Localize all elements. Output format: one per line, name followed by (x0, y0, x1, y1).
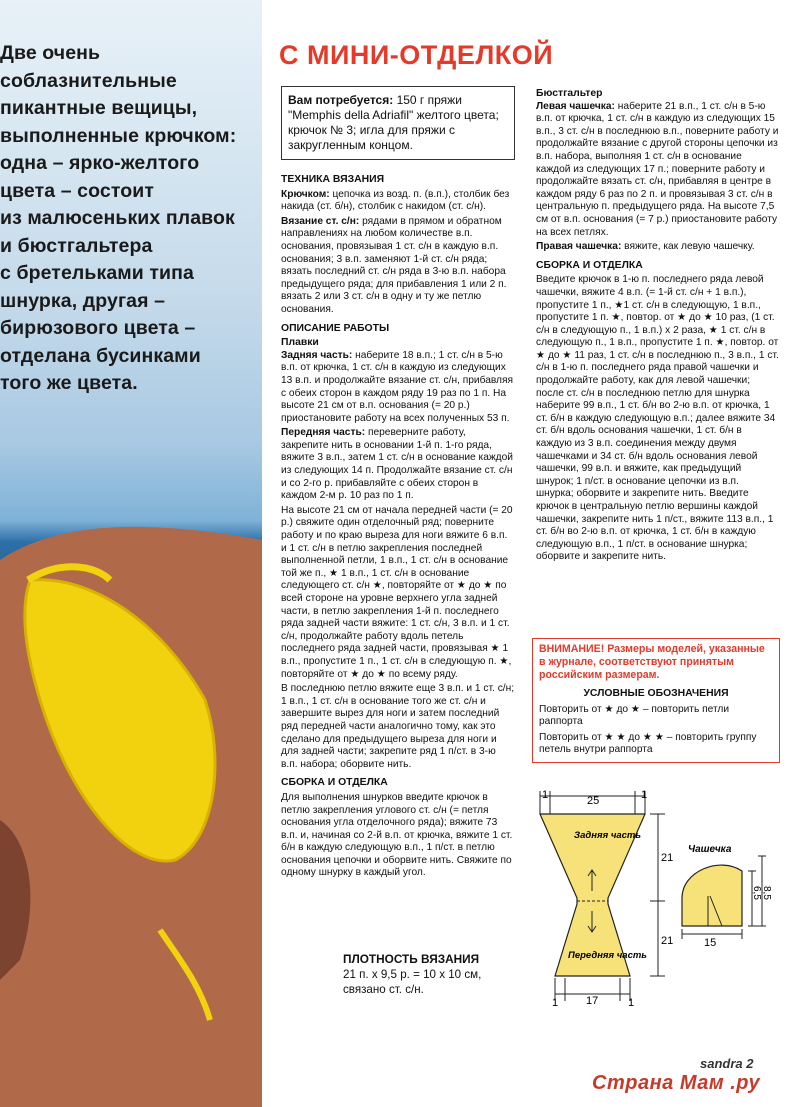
paragraph-text: На высоте 21 см от начала передней части (= 20 р.) свяжите один отделочный ряд; поверните работу и по краю выреза для ноги вяжите 6 в.п. и 1 ст. с/н в петлю закрепления последней выполненной петли, 1 в.п., 1 ст. с/н в основание той же п., ★ 1 в.п., 1 ст. с/н в основание следующего ст. с/н ★, повторяйте от ★ до ★ по всей стороне на уровне верхнего угла задней части, в петлю закрепления 1-й п. последнего ряда задней части вяжите: 1 ст. с/н, 3 в.п. и 1 ст. с/н, продолжайте работу вдоль петель последнего ряда задней части, провязывая ★ 1 в.п., пропустите 1 п., 1 ст. с/н в следующую п. ★, повторяйте от ★ до ★ по всему ряду. (281, 504, 513, 680)
intro-text (0, 40, 262, 398)
legend-item: Повторить от ★ ★ до ★ ★ – повторить группу петель внутри раппорта (539, 731, 757, 756)
paragraph-text: вяжите, как левую чашечку. (621, 241, 755, 253)
dim-height-top: 21 (661, 852, 674, 864)
magazine-footer: sandra 2 (700, 1056, 754, 1071)
paragraph-text: переверните работу, закрепите нить в основании 1-й п. 1-го ряда, вяжите 3 в.п., затем 1 ст. с/н в основание каждой из следующих 14 п. Продолжайте вязание ст. с/н и со 2-го р. прибавляйте с обеих сторон в каждом 2-м р. 10 раз по 1 п. (281, 427, 513, 502)
photo-panel (0, 0, 262, 1107)
materials-box (281, 86, 515, 160)
paragraph (281, 216, 515, 317)
paragraph (281, 350, 515, 426)
legend-title: УСЛОВНЫЕ ОБОЗНАЧЕНИЯ (583, 688, 729, 699)
subsection-heading: Бюстгальтер (536, 88, 603, 99)
warning-box (532, 638, 780, 763)
page-title: С МИНИ-ОТДЕЛКОЙ (279, 40, 554, 70)
dim-height-bottom: 21 (661, 935, 674, 947)
cup-height-1: 6,5 (751, 886, 762, 900)
intro-line: и бюстгальтера (0, 234, 153, 257)
legend-item: Повторить от ★ до ★ – повторить петли раппорта (539, 703, 730, 728)
paragraph-lead: Передняя часть: (281, 427, 366, 439)
paragraph (281, 505, 515, 681)
section-heading: СБОРКА И ОТДЕЛКА (281, 777, 388, 789)
paragraph (536, 241, 779, 254)
dim-bottom-right: 1 (628, 997, 635, 1009)
intro-line: одна – ярко-желтого (0, 152, 200, 174)
paragraph (281, 189, 515, 214)
paragraph-text: цепочка из возд. п. (в.п.), столбик без накида (ст. б/н), столбик с накидом (ст. с/н). (281, 188, 510, 213)
paragraph-lead: Задняя часть: (281, 349, 353, 361)
intro-line: Две очень (0, 42, 101, 64)
cup-height-2: 8,5 (761, 886, 772, 900)
density-block (343, 952, 513, 997)
intro-line: отделана бусинками (0, 344, 201, 367)
materials-label: Вам потребуется: (288, 93, 394, 107)
instructions-column-2 (536, 88, 779, 566)
density-title: ПЛОТНОСТЬ ВЯЗАНИЯ (343, 952, 480, 966)
intro-line: бирюзового цвета – (0, 317, 196, 339)
subsection-heading: Плавки (281, 337, 319, 349)
paragraph (281, 792, 515, 880)
intro-line: пикантные вещицы, (0, 97, 198, 119)
intro-line: из малюсеньких плавок (0, 207, 235, 229)
cup-width: 15 (704, 937, 717, 949)
materials-text: 150 г пряжи "Memphis della Adriafil" желтого цвета; крючок № 3; игла для пряжи с закругленным концом. (288, 93, 499, 152)
watermark: Страна Мам .ру (592, 1072, 761, 1094)
paragraph-text: наберите 21 в.п., 1 ст. с/н в 5-ю в.п. от крючка, 1 ст. с/н в каждую из следующих 15 в.п., 3 ст. с/н в последнюю в.п., поверните работу и продолжайте вязание с другой стороны цепочки из в.п. набора, выполняя 1 ст. с/н в основание каждой из следующих 17 п.; поверните работу и продолжайте вязать ст. с/н, прибавляя в центре в каждом ряду 6 раз по 2 п. и провязывая 3 ст. с/н в центральную п. предыдущего ряда. На высоте 7,5 см от в.п. основания (= 7 р.) приостановите работу на всех петлях. (536, 100, 779, 238)
dim-bottom-left: 1 (552, 997, 559, 1009)
paragraph-text: Для выполнения шнурков введите крючок в петлю закрепления углового ст. с/н (= петля основания угла отделочного ряда); вяжите 73 в.п. и, начиная со 2-й в.п. от крючка, вяжите 1 ст. б/н в каждую следующую в.п., 1 п/ст. в петлю основания цепочки и оборвите нить. Свяжите по одному шнурку в каждый угол. (281, 791, 513, 879)
paragraph-text: наберите 18 в.п.; 1 ст. с/н в 5-ю в.п. от крючка, 1 ст. с/н в каждую из следующих 13 в.п. и продолжайте вязание ст. с/н, прибавляя с обеих сторон в каждом ряду 19 раз по 1 п. На высоте 21 см от в.п. основания (= 20 р.) приостановите работу на всех полученных 53 п. (281, 349, 514, 424)
section-heading: СБОРКА И ОТДЕЛКА (536, 259, 643, 271)
paragraph-lead: Правая чашечка: (536, 241, 622, 253)
section-heading: ТЕХНИКА ВЯЗАНИЯ (281, 174, 385, 185)
front-label: Передняя часть (568, 950, 647, 961)
paragraph-text: Введите крючок в 1-ю п. последнего ряда левой чашечки, вяжите 4 в.п. (= 1-й ст. с/н + 1 в.п.), пропустите 1 п., ★1 ст. с/н в следующую, 1 в.п., пропустите 1 п. ★, повтор. от ★ до ★ 10 раз, (1 ст. с/н в следующую п., 1 в.п.) х 2 раза, ★ 1 ст. с/н в следующую п., 1 в.п., пропустите 1 п. ★, повтор. от ★ до ★ 11 раз, 1 ст. с/н в последнюю п., 3 в.п., 1 ст. с/н в 1-ю п. последнего ряда правой чашечки и продолжайте работу, как для левой чашечки; после ст. с/н в последнюю петлю для шнурка наберите 99 в.п., 1 ст. б/н во 2-ю в.п. от крючка, 1 ст. б/н в каждую следующую в.п.; далее вяжите 34 ст. б/н вдоль основания чашечки, 1 ст. б/н в каждую из 3 в.п. соединения между двумя чашечками и 34 ст. б/н вдоль основания левой чашечки, 99 в.п. и вяжите, как предыдущий шнурок; 1 п/ст. в основание цепочки из в.п. шнурка; оборвите и закрепите нить. Введите крючок в центральную петлю вершины каждой чашечки, закрепите нить 1 п/ст., вяжите 113 в.п., 1 ст. б/н во 2-ю в.п. от крючка, 1 ст. б/н в каждую следующую в.п., 1 п/ст. в основание шнурка; оборвите и закрепите нить. (536, 274, 779, 563)
paragraph-lead: Крючком: (281, 188, 330, 200)
dim-bottom-center: 17 (586, 995, 599, 1007)
pattern-diagram (530, 786, 785, 1016)
paragraph (281, 683, 515, 771)
paragraph-lead: Вязание ст. с/н: (281, 215, 360, 227)
density-text: 21 п. х 9,5 р. = 10 х 10 см, связано ст. с/н. (343, 968, 482, 996)
legend-items (539, 704, 773, 757)
intro-line: того же цвета. (0, 372, 138, 394)
paragraph-text: В последнюю петлю вяжите еще 3 в.п. и 1 ст. с/н; 1 в.п., 1 ст. с/н в основание того же ст. с/н и завершите вырез для ноги и затем последний ряд передней части аналогично тому, как это сделано для предыдущего выреза для ноги и для задней части; закрепите ряд 1 п/ст. в 3-ю в.п. набора; оборвите нить. (281, 683, 515, 770)
intro-line: выполненные крючком: (0, 124, 237, 147)
dim-top-center: 25 (587, 795, 600, 807)
dim-top-right: 1 (641, 789, 648, 801)
paragraph (536, 101, 779, 240)
section-heading: ОПИСАНИЕ РАБОТЫ (281, 322, 390, 334)
instructions-column-1 (281, 168, 515, 882)
paragraph (536, 274, 779, 564)
intro-line: цвета – состоит (0, 179, 154, 202)
paragraph (281, 427, 515, 503)
dim-top-left: 1 (542, 789, 549, 801)
warning-text: ВНИМАНИЕ! Размеры моделей, указанные в журнале, соответствуют принятым российским размерам. (539, 643, 765, 681)
intro-line: шнурка, другая – (0, 289, 166, 312)
cup-title: Чашечка (688, 844, 732, 855)
paragraph-text: рядами в прямом и обратном направлениях на любом количестве в.п. основания, провязывая 1 ст. с/н в каждую в.п. основания; 3 в.п. заменяют 1-й ст. с/н ряда; вязать последний ст. с/н ряда в 3-ю в.п. набора предыдущего ряда; для прибавления 1 или 2 п. вязать 2 или 3 ст. с/н в одну и ту же петлю основания. (281, 215, 507, 315)
cup-shape (682, 865, 742, 926)
paragraph-lead: Левая чашечка: (536, 100, 615, 112)
intro-line: с бретельками типа (0, 262, 194, 284)
intro-line: соблазнительные (0, 69, 177, 92)
back-label: Задняя часть (574, 830, 642, 841)
